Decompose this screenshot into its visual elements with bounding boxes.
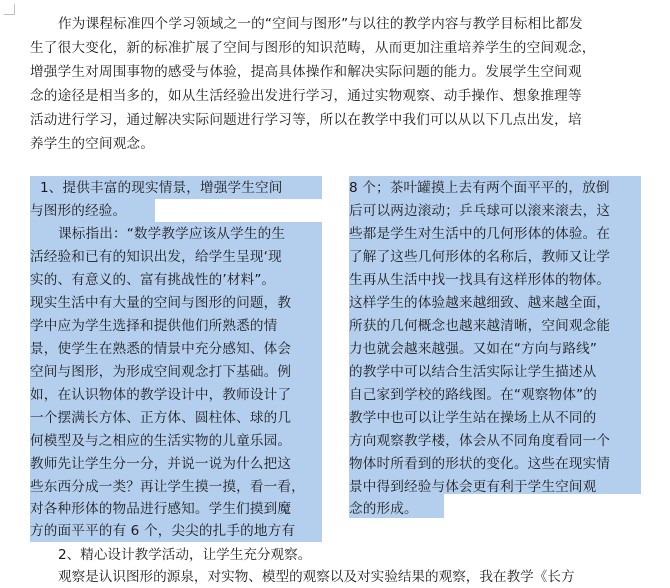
section-heading: 1、提供丰富的现实情景，增强学生空间 bbox=[40, 180, 283, 196]
text-line: 8 个；茶叶罐摸上去有两个面平平的，放倒 bbox=[349, 180, 610, 196]
text-line: 空间与图形，为形成空间观念打下基础。例 bbox=[30, 364, 292, 380]
text-line: 对各种形体的物品进行感知。学生们摸到魔 bbox=[30, 501, 292, 517]
text-line: 一个摆满长方体、正方体、圆柱体、球的几 bbox=[30, 410, 292, 426]
text-line: 教师先让学生分一分，并说一说为什么把这 bbox=[30, 456, 292, 472]
section-heading: 2、精心设计教学活动，让学生充分观察。 bbox=[58, 547, 312, 563]
text-line: 与图形的经验。 bbox=[30, 203, 127, 219]
text-line: 观察是认识图形的源泉，对实物、模型的观察以及对实验结果的观察，我在教学《长方 bbox=[58, 569, 575, 585]
intro-line: 养学生的空间观念。 bbox=[30, 136, 155, 152]
text-line: 的教学中可以结合生活实际让学生描述从 bbox=[349, 364, 597, 380]
text-line: 这样学生的体验越来越细致、越来越全面， bbox=[349, 295, 611, 311]
text-line: 景中得到经验与体会更有利于学生空间观 bbox=[349, 479, 597, 495]
text-line: 如，在认识物体的教学设计中，教师设计了 bbox=[30, 387, 292, 403]
text-line: 实的、有意义的、富有挑战性的’材料”。 bbox=[30, 272, 276, 288]
text-line: 生再从生活中找一找具有这样形体的物体。 bbox=[349, 272, 611, 288]
text-line: 方的面平平的有 6 个，尖尖的扎手的地方有 bbox=[30, 523, 296, 539]
intro-line: 增强学生对周围事物的感受与体验，提高具体操作和解决实际问题的能力。发展学生空间观 bbox=[30, 64, 582, 80]
text-line: 何模型及与之相应的生活实物的儿童乐园。 bbox=[30, 433, 292, 449]
text-line: 些东西分成一类？再让学生摸一摸，看一看， bbox=[30, 479, 305, 495]
text-line: 学中应为学生选择和提供他们所熟悉的情 bbox=[30, 318, 278, 334]
text-line: 课标指出：“数学教学应该从学生的生 bbox=[58, 226, 286, 242]
text-line: 物体时所看到的形状的变化。这些在现实情 bbox=[349, 456, 611, 472]
text-line: 后可以两边滚动；乒乓球可以滚来滚去，这 bbox=[349, 203, 611, 219]
text-line: 教学中也可以让学生站在操场上从不同的 bbox=[349, 410, 597, 426]
text-line: 景，使学生在熟悉的情景中充分感知、体会 bbox=[30, 341, 292, 357]
text-line: 了解了这些几何形体的名称后，教师又让学 bbox=[349, 249, 611, 265]
intro-line: 念的途径是相当多的，如从生活经验出发进行学习，通过实物观察、动手操作、想象推理等 bbox=[30, 88, 582, 104]
intro-line: 活动进行学习，通过解决实际问题进行学习等，所以在教学中我们可以从以下几点出发，培 bbox=[30, 112, 582, 128]
text-line: 力也就会越来越强。又如在“方向与路线” bbox=[349, 341, 598, 357]
text-line: 自己家到学校的路线图。在“观察物体”的 bbox=[349, 387, 598, 403]
text-line: 念的形成。 bbox=[349, 501, 418, 517]
intro-line: 作为课程标准四个学习领域之一的“空间与图形”与以往的教学内容与教学目标相比都发 bbox=[58, 16, 583, 32]
text-line: 所获的几何概念也越来越清晰，空间观念能 bbox=[349, 318, 611, 334]
text-line: 活经验和已有的知识出发，给学生呈现‘现 bbox=[30, 249, 282, 265]
text-line: 些都是学生对生活中的几何形体的体验。在 bbox=[349, 226, 611, 242]
margin-corner-mark-icon bbox=[4, 4, 15, 15]
text-line: 现实生活中有大量的空间与图形的问题，教 bbox=[30, 295, 292, 311]
intro-line: 生了很大变化，新的标准扩展了空间与图形的知识范畴，从而更加注重培养学生的空间观念， bbox=[30, 40, 596, 56]
text-line: 方向观察教学楼，体会从不同角度看同一个 bbox=[349, 433, 611, 449]
